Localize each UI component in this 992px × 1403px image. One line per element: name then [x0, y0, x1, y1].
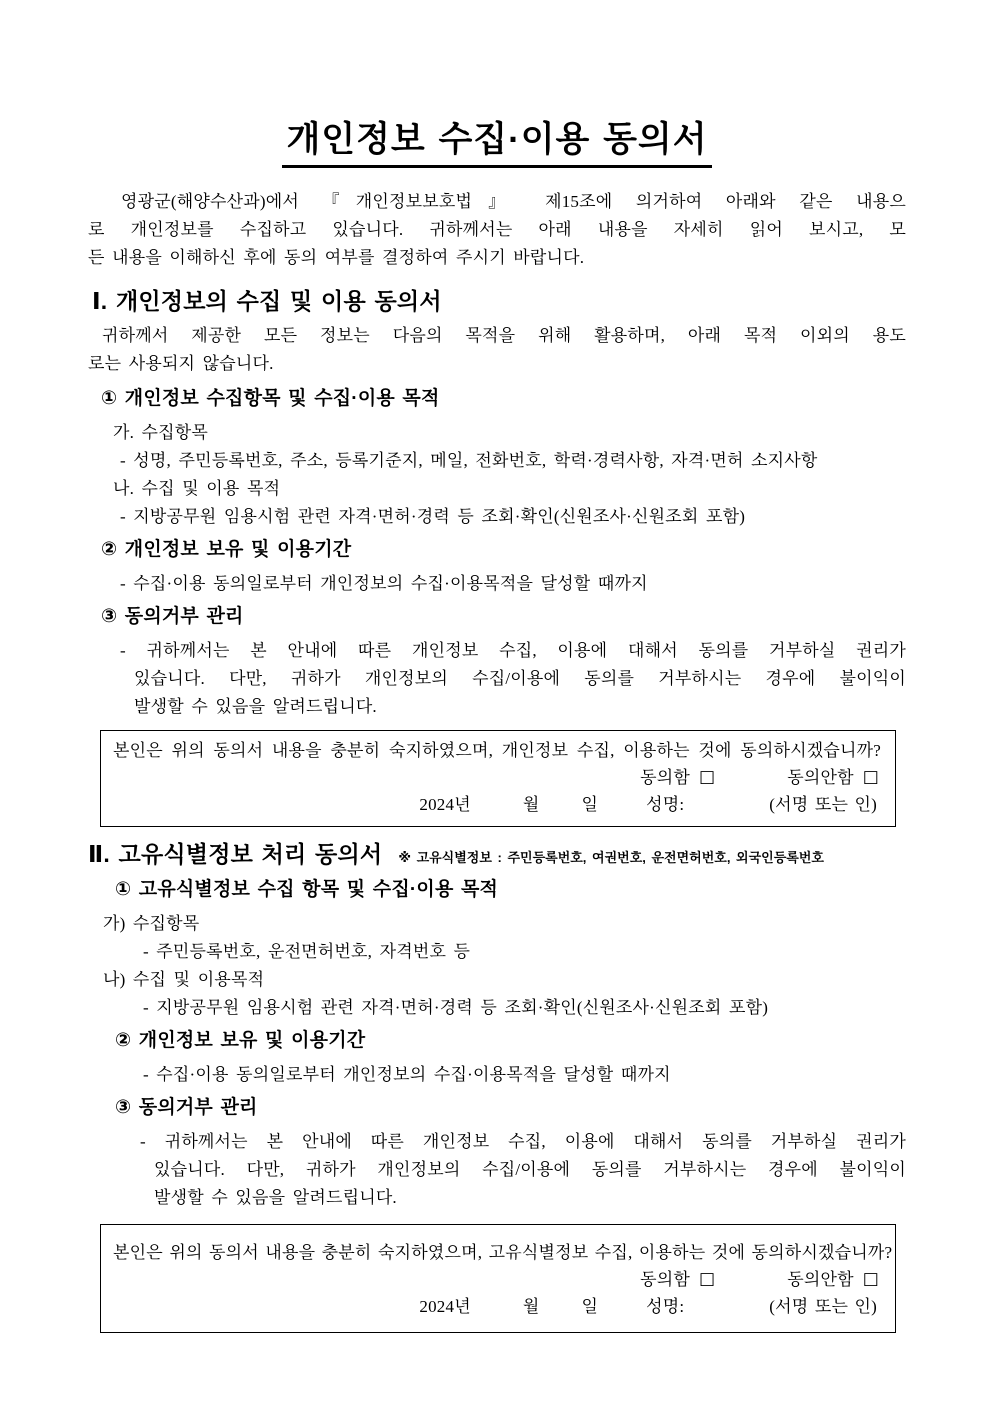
list-item-detail: - 지방공무원 임용시험 관련 자격·면허·경력 등 조회·확인(신원조사·신원조회 포함)	[120, 507, 746, 526]
section1-description-line: 로는 사용되지 않습니다.	[88, 354, 274, 373]
date-month: 월	[522, 1297, 540, 1316]
section2-item2-heading: ② 개인정보 보유 및 이용기간	[115, 1030, 366, 1051]
section1-description-line: 귀하께서 제공한 모든 정보는 다음의 목적을 위해 활용하며, 아래 목적 이외의 용도	[102, 326, 906, 345]
section-personal-info-consent	[88, 286, 906, 827]
consent-choice-row	[113, 1266, 881, 1293]
sign-note: (서명 또는 인)	[769, 1297, 877, 1316]
page-title: 개인정보 수집·이용 동의서	[282, 118, 711, 168]
signature-row	[113, 791, 881, 818]
section2-heading-row	[88, 839, 906, 869]
consent-choice-row	[113, 764, 881, 791]
refusal-notice-line: 발생할 수 있음을 알려드립니다.	[154, 1188, 397, 1207]
section2-item3-heading: ③ 동의거부 관리	[115, 1097, 258, 1118]
unique-id-note: ※ 고유식별정보 : 주민등록번호, 여권번호, 운전면허번호, 외국인등록번호	[398, 850, 824, 865]
date-month: 월	[522, 795, 540, 814]
section1-heading: Ⅰ. 개인정보의 수집 및 이용 동의서	[92, 288, 442, 314]
date-day: 일	[581, 1297, 599, 1316]
refusal-notice-line: - 귀하께서는 본 안내에 따른 개인정보 수집, 이용에 대해서 동의를 거부하실 권리가	[120, 641, 906, 660]
section1-item2-heading: ② 개인정보 보유 및 이용기간	[101, 539, 352, 560]
consent-box-unique-id	[100, 1224, 896, 1333]
disagree-label: 동의안함	[787, 1270, 854, 1289]
sign-note: (서명 또는 인)	[769, 795, 877, 814]
list-item-label: 나. 수집 및 이용 목적	[113, 479, 281, 498]
list-item-detail: - 성명, 주민등록번호, 주소, 등록기준지, 메일, 전화번호, 학력·경력사항, 자격·면허 소지사항	[120, 451, 818, 470]
refusal-notice-paragraph	[140, 1128, 906, 1212]
disagree-label: 동의안함	[787, 768, 854, 787]
list-item-detail: - 수집·이용 동의일로부터 개인정보의 수집·이용목적을 달성할 때까지	[120, 574, 648, 593]
name-label: 성명:	[646, 795, 685, 814]
section2-item1-heading: ① 고유식별정보 수집 항목 및 수집·이용 목적	[115, 879, 499, 900]
intro-line: 든 내용을 이해하신 후에 동의 여부를 결정하여 주시기 바랍니다.	[88, 248, 585, 267]
refusal-notice-line: - 귀하께서는 본 안내에 따른 개인정보 수집, 이용에 대해서 동의를 거부하실 권리가	[140, 1132, 906, 1151]
agree-label: 동의함	[640, 768, 690, 787]
list-item-detail: - 수집·이용 동의일로부터 개인정보의 수집·이용목적을 달성할 때까지	[143, 1065, 671, 1084]
list-item-label: 나) 수집 및 이용목적	[103, 970, 265, 989]
signature-row	[113, 1293, 881, 1320]
refusal-notice-line: 있습니다. 다만, 귀하가 개인정보의 수집/이용에 동의를 거부하시는 경우에 불이익이	[134, 669, 906, 688]
name-label: 성명:	[646, 1297, 685, 1316]
agree-label: 동의함	[640, 1270, 690, 1289]
section1-item1-heading: ① 개인정보 수집항목 및 수집·이용 목적	[101, 388, 440, 409]
date-year: 2024년	[419, 795, 471, 814]
list-item-detail: - 지방공무원 임용시험 관련 자격·면허·경력 등 조회·확인(신원조사·신원조회 포함)	[143, 998, 769, 1017]
date-year: 2024년	[419, 1297, 471, 1316]
refusal-notice-paragraph	[120, 637, 906, 721]
list-item-detail: - 주민등록번호, 운전면허번호, 자격번호 등	[143, 942, 471, 961]
title-block	[88, 118, 906, 168]
agree-checkbox[interactable]: □	[698, 1269, 716, 1289]
section1-item3-heading: ③ 동의거부 관리	[101, 606, 244, 627]
refusal-notice-line: 발생할 수 있음을 알려드립니다.	[134, 697, 377, 716]
section2-heading: Ⅱ. 고유식별정보 처리 동의서	[88, 841, 383, 867]
intro-line: 영광군(해양수산과)에서 『개인정보보호법』 제15조에 의거하여 아래와 같은 내용으	[121, 192, 906, 211]
consent-box-personal-info	[100, 730, 896, 827]
disagree-checkbox[interactable]: □	[862, 767, 879, 787]
section-unique-id-consent	[88, 839, 906, 1333]
list-item-label: 가. 수집항목	[113, 423, 209, 442]
agree-checkbox[interactable]: □	[698, 767, 716, 787]
consent-question: 본인은 위의 동의서 내용을 충분히 숙지하였으며, 고유식별정보 수집, 이용하는 것에 동의하시겠습니까?	[113, 1243, 893, 1262]
list-item-label: 가) 수집항목	[103, 914, 200, 933]
consent-question: 본인은 위의 동의서 내용을 충분히 숙지하였으며, 개인정보 수집, 이용하는 것에 동의하시겠습니까?	[113, 741, 881, 760]
disagree-checkbox[interactable]: □	[862, 1269, 879, 1289]
date-day: 일	[581, 795, 599, 814]
refusal-notice-line: 있습니다. 다만, 귀하가 개인정보의 수집/이용에 동의를 거부하시는 경우에 불이익이	[154, 1160, 906, 1179]
intro-line: 로 개인정보를 수집하고 있습니다. 귀하께서는 아래 내용을 자세히 읽어 보시고, 모	[88, 220, 906, 239]
intro-paragraph	[88, 188, 906, 272]
section1-description	[88, 322, 906, 378]
